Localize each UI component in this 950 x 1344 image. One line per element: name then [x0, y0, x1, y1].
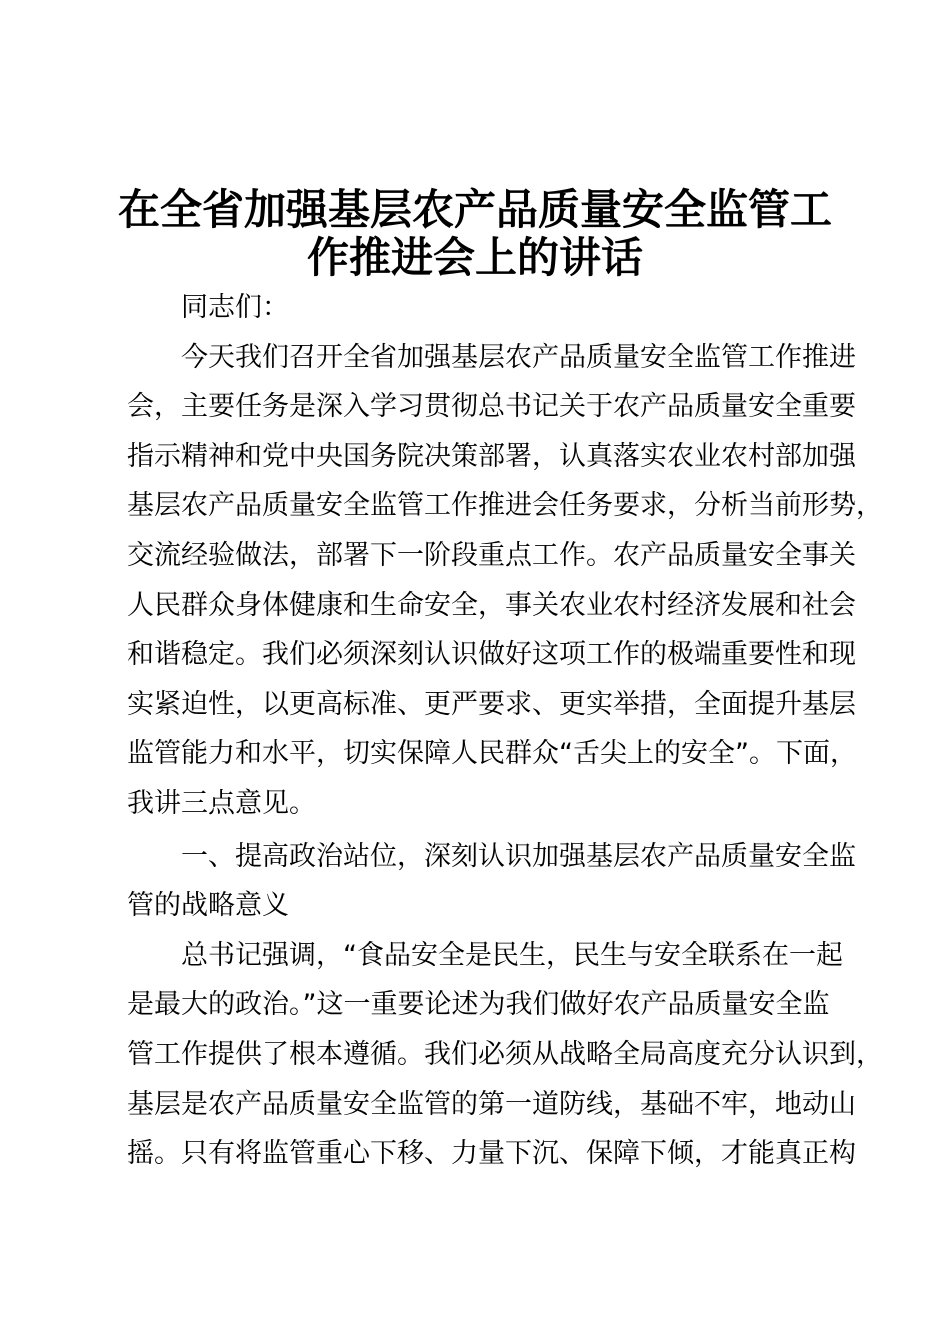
text-line: 和谐稳定。我们必须深刻认识做好这项工作的极端重要性和现	[127, 639, 856, 671]
text-line: 是最大的政治。”这一重要论述为我们做好农产品质量安全监	[127, 989, 830, 1021]
text-line: 总书记强调，“食品安全是民生，民生与安全联系在一起	[181, 939, 843, 971]
text-line: 管工作提供了根本遵循。我们必须从战略全局高度充分认识到，	[127, 1038, 883, 1070]
text-line: 摇。只有将监管重心下移、力量下沉、保障下倾，才能真正构	[127, 1138, 856, 1170]
heading-line: 管的战略意义	[127, 890, 289, 922]
document-body	[127, 283, 883, 1179]
text-line: 我讲三点意见。	[127, 787, 316, 819]
text-line: 指示精神和党中央国务院决策部署，认真落实农业农村部加强	[127, 440, 856, 472]
text-line: 监管能力和水平，切实保障人民群众“舌尖上的安全”。下面，	[127, 738, 857, 770]
text-line: 实紧迫性，以更高标准、更严要求、更实举措，全面提升基层	[127, 688, 856, 720]
text-line: 人民群众身体健康和生命安全，事关农业农村经济发展和社会	[127, 589, 856, 621]
text-line: 会，主要任务是深入学习贯彻总书记关于农产品质量安全重要	[127, 391, 856, 423]
document-title	[0, 186, 950, 282]
text-line: 基层农产品质量安全监管工作推进会任务要求，分析当前形势，	[127, 490, 883, 522]
text-line: 今天我们召开全省加强基层农产品质量安全监管工作推进	[181, 341, 856, 373]
text-line: 交流经验做法，部署下一阶段重点工作。农产品质量安全事关	[127, 539, 856, 571]
section-heading-1	[127, 832, 867, 931]
heading-line: 一、提高政治站位，深刻认识加强基层农产品质量安全监	[181, 840, 856, 872]
paragraph-intro	[127, 333, 883, 829]
greeting: 同志们：	[181, 292, 289, 323]
title-line: 作推进会上的讲话	[306, 233, 643, 282]
text-line: 基层是农产品质量安全监管的第一道防线，基础不牢，地动山	[127, 1088, 856, 1120]
paragraph-section-1	[127, 931, 883, 1179]
title-line: 在全省加强基层农产品质量安全监管工	[117, 185, 832, 234]
